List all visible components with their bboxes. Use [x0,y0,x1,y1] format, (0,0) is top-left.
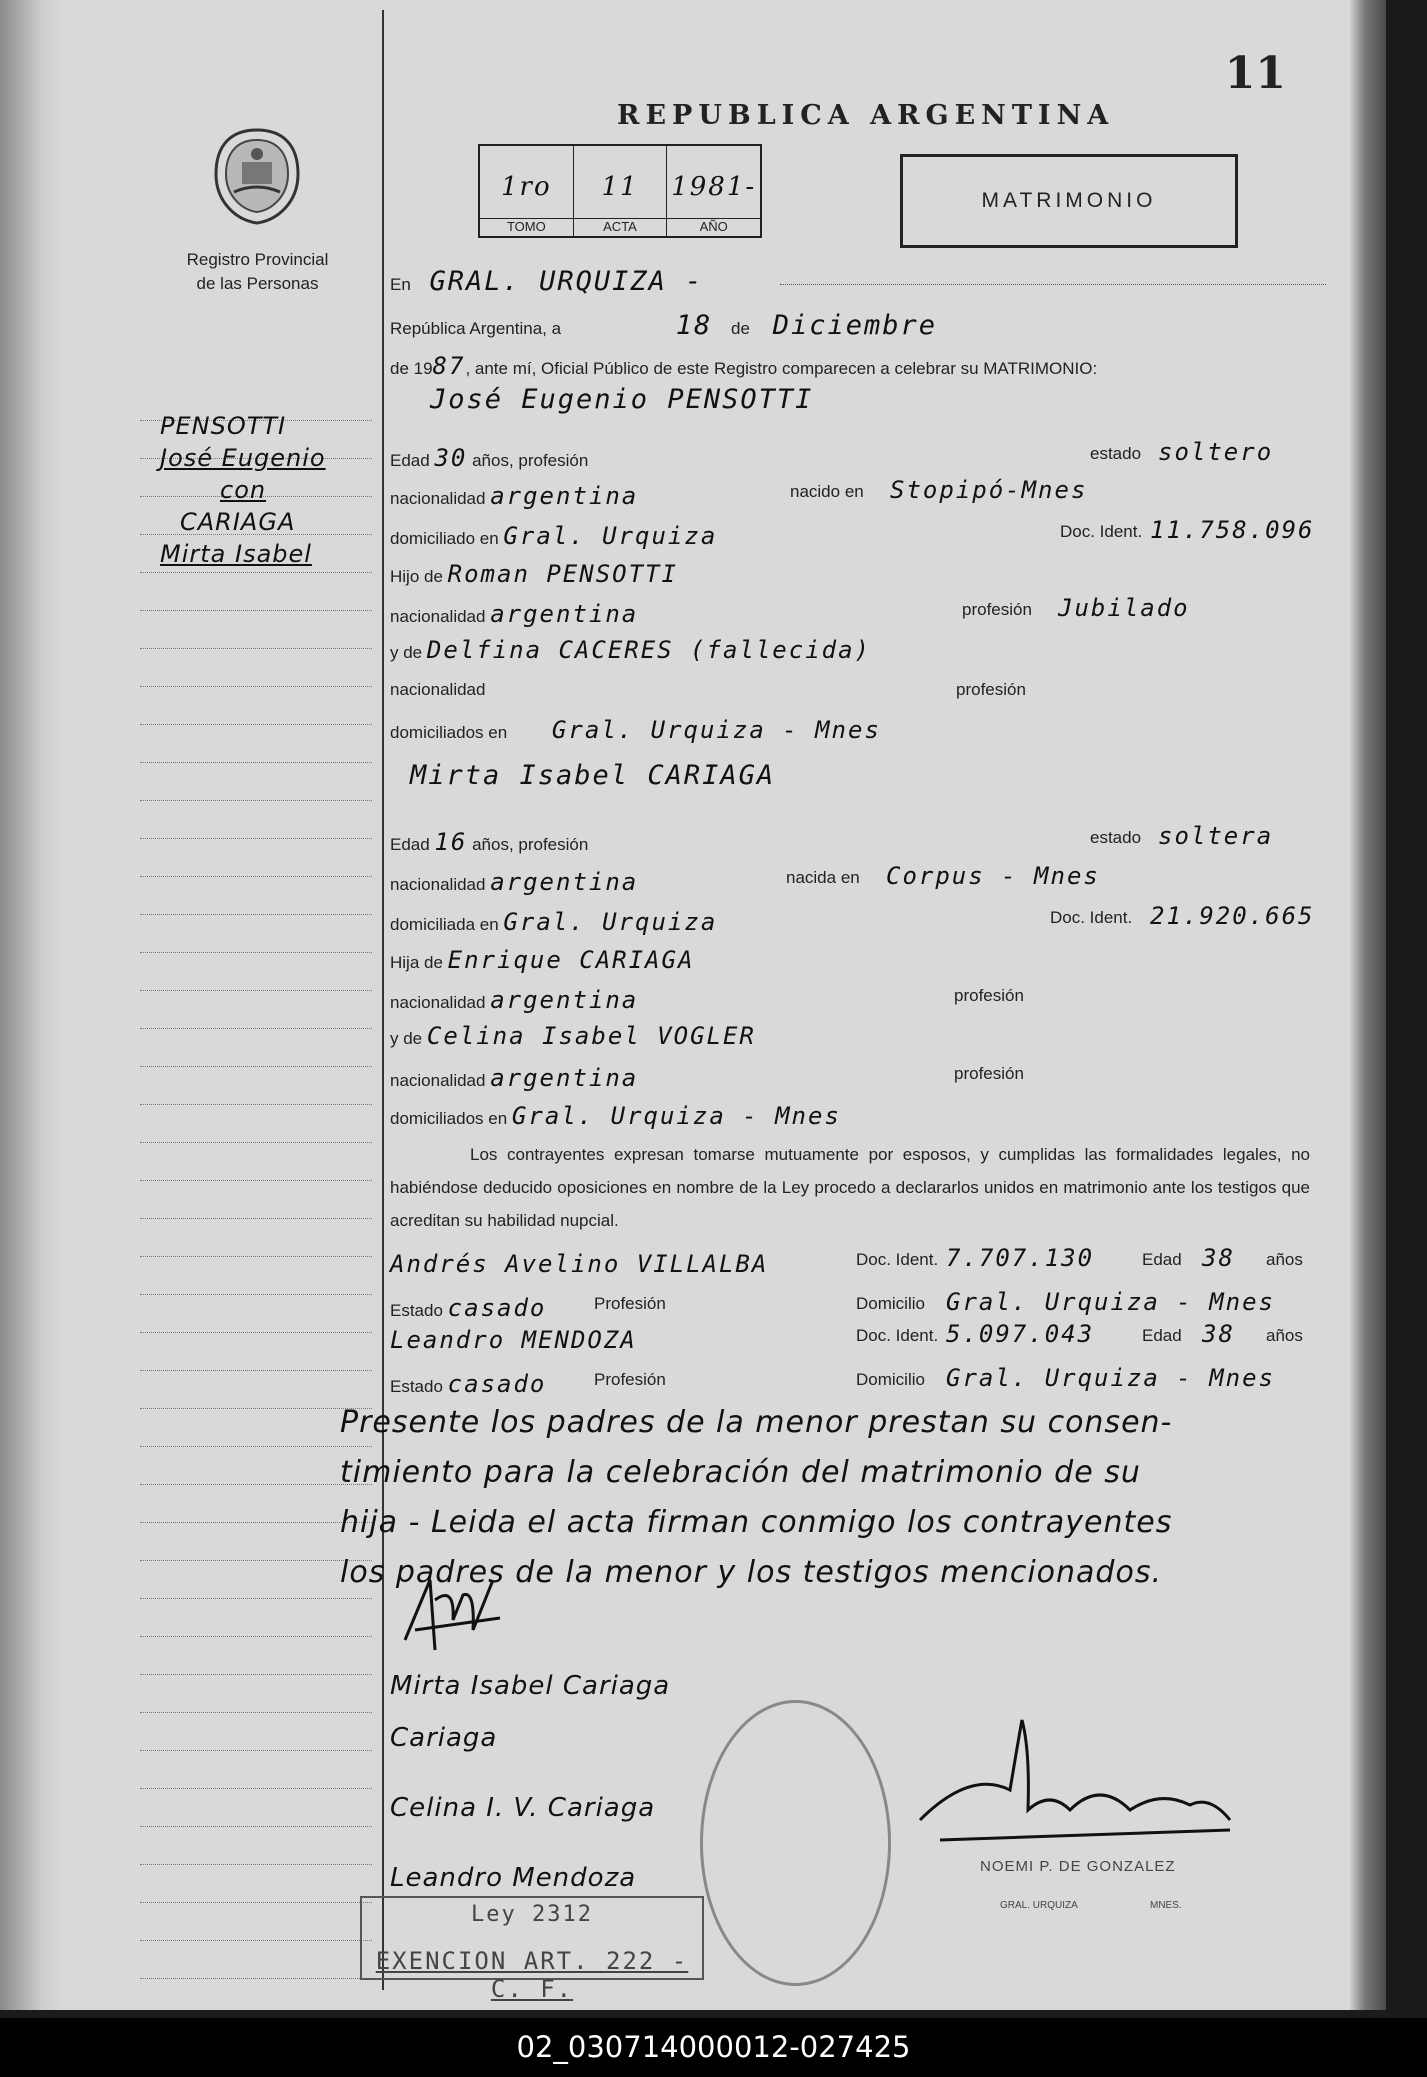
profesion-label: profesión [962,600,1032,619]
ruled-line [140,1826,372,1828]
ruled-line [140,1180,372,1182]
ruled-line [140,1332,372,1334]
ruled-line [140,800,372,802]
year-value: 87 [432,352,466,380]
margin-note-line: con [220,476,267,504]
yde-label: y de [390,1029,423,1048]
groom-parents-domicile: Gral. Urquiza - Mnes [551,716,881,744]
margin-note-line: José Eugenio [160,444,326,472]
page-title: REPUBLICA ARGENTINA [617,100,1115,131]
groom-father: Roman PENSOTTI [447,560,678,588]
witness2-details-line [390,1364,1326,1398]
nacionalidad-label: nacionalidad [390,489,486,508]
form-line-place [390,266,1326,297]
ruled-line [140,876,372,878]
ruled-line [140,1674,372,1676]
official-signature [910,1710,1240,1870]
ruled-line [140,1636,372,1638]
bride-parents-domicile: Gral. Urquiza - Mnes [511,1102,841,1130]
estado-label: estado [1090,828,1142,847]
bride-nationality: argentina [490,868,639,896]
profesion-label: profesión [954,1064,1024,1083]
hija-label: Hija de [390,953,443,972]
ruled-line [140,1370,372,1372]
en-label: En [390,275,411,294]
margin-note-line: CARIAGA [180,508,296,536]
groom-mother-nationality-line [390,680,1326,700]
bride-domicile: Gral. Urquiza [503,908,718,936]
profesion-label: profesión [954,986,1024,1005]
anos-label: años [1266,1250,1303,1269]
exemption-stamp [360,1896,704,2003]
bride-father-nationality-line [390,986,1326,1014]
hijo-label: Hijo de [390,567,443,586]
ruled-line [140,1712,372,1714]
witness2-domicile: Gral. Urquiza - Mnes [946,1364,1275,1392]
nacionalidad-label: nacionalidad [390,1071,486,1090]
column-divider [382,10,384,1990]
ruled-line [140,1902,372,1904]
signature-bride-father: Cariaga [390,1723,498,1753]
de-label: de [731,319,750,338]
bride-father-line [390,946,1326,974]
groom-age-line [390,438,1326,472]
estado-label: estado [1090,444,1142,463]
profesion-label: Profesión [594,1294,666,1313]
groom-father-nationality: argentina [490,600,639,628]
book-spine [0,0,62,2010]
witness2-estado: casado [447,1370,547,1398]
ano-label: AÑO [667,218,760,234]
place-value: GRAL. URQUIZA - [429,266,704,297]
anos-label: años [1266,1326,1303,1345]
ruled-line [140,1788,372,1790]
groom-domicile-line [390,516,1326,550]
registry-line-1: Registro Provincial [186,250,329,269]
ruled-line [140,610,372,612]
witness1-name: Andrés Avelino VILLALBA [390,1250,769,1278]
bride-domicile-line [390,902,1326,936]
groom-nationality: argentina [490,482,639,510]
year-prefix-label: de 19 [390,359,433,378]
groom-father-profession: Jubilado [1058,594,1190,622]
ruled-line [140,1218,372,1220]
groom-name-line [430,384,1326,415]
edad-label: Edad [1142,1250,1182,1269]
groom-birthplace: Stopipó-Mnes [890,476,1088,504]
estado-label: Estado [390,1377,443,1396]
groom-parents-domicile-line [390,716,1326,744]
bride-father-nationality: argentina [490,986,639,1014]
ruled-line [140,1940,372,1942]
official-place: GRAL. URQUIZA [1000,1900,1078,1911]
domicilio-label: Domicilio [856,1370,925,1389]
ruled-line [140,1142,372,1144]
witness1-doc: 7.707.130 [946,1244,1095,1272]
ruled-line [140,1408,372,1410]
edad-label: Edad [1142,1326,1182,1345]
witness1-domicile: Gral. Urquiza - Mnes [946,1288,1275,1316]
ruled-line [140,1598,372,1600]
nacionalidad-label: nacionalidad [390,607,486,626]
ruled-line [140,724,372,726]
ano-value: 1981- [671,172,757,202]
ruled-line [140,1446,372,1448]
witness1-details-line [390,1288,1326,1322]
groom-father-line [390,560,1326,588]
republic-label: República Argentina, a [390,319,562,338]
edad-label: Edad [390,835,430,854]
witness2-line [390,1320,1326,1354]
domiciliados-label: domiciliados en [390,1109,508,1128]
doc-label: Doc. Ident. [856,1326,939,1345]
margin-note-line: Mirta Isabel [160,540,312,568]
acta-value: 11 [601,172,639,202]
signature-bride: Mirta Isabel Cariaga [390,1671,671,1701]
official-province: MNES. [1150,1900,1182,1911]
ruled-line [140,1978,372,1980]
witness1-age: 38 [1202,1244,1235,1272]
note-line: Presente los padres de la menor prestan su consen- [340,1405,1173,1440]
bride-mother-nationality: argentina [490,1064,639,1092]
ruled-line [140,762,372,764]
note-line: timiento para la celebración del matrimonio de su [340,1455,1141,1490]
image-identifier: 02_030714000012-027425 [0,2018,1427,2077]
groom-domicile: Gral. Urquiza [503,522,718,550]
groom-mother-line [390,636,1326,664]
ruled-line [140,1560,372,1562]
estado-label: Estado [390,1301,443,1320]
ley-text: Ley 2312 [471,1902,593,1927]
ruled-line [140,686,372,688]
bride-mother-line [390,1022,1326,1050]
nacido-label: nacido en [790,482,864,501]
coat-of-arms-icon [212,126,302,226]
ruled-line [140,648,372,650]
ruled-line [140,1522,372,1524]
tomo-value: 1ro [501,172,552,202]
exencion-text: EXENCION ART. 222 - C. F. [375,1947,689,2003]
bride-nationality-line [390,862,1326,896]
signatures [390,1660,670,1904]
bride-age-line [390,822,1326,856]
nacionalidad-label: nacionalidad [390,875,486,894]
note-line: hija - Leida el acta firman conmigo los contrayentes [340,1505,1173,1540]
official-round-seal [700,1700,891,1986]
nacionalidad-label: nacionalidad [390,993,486,1012]
groom-age: 30 [434,444,468,472]
domiciliado-label: domiciliado en [390,529,499,548]
ruled-line [140,1104,372,1106]
bride-birthplace: Corpus - Mnes [886,862,1100,890]
witness2-doc: 5.097.043 [946,1320,1095,1348]
ruled-line [140,1028,372,1030]
ruled-line [140,1256,372,1258]
bride-age: 16 [434,828,468,856]
groom-doc: 11.758.096 [1150,516,1315,544]
page-number: 11 [1224,48,1286,99]
registry-line-2: de las Personas [196,274,319,293]
bride-mother: Celina Isabel VOGLER [426,1022,756,1050]
edad-label: Edad [390,451,430,470]
page-edge [1350,0,1386,2010]
groom-nationality-line [390,476,1326,510]
ante-text: , ante mí, Oficial Público de este Registro comparecen a celebrar su MATRIMONIO: [465,359,1098,378]
signature-bride-mother: Celina I. V. Cariaga [390,1793,656,1823]
groom-name: José Eugenio PENSOTTI [430,384,814,415]
signature-witness: Leandro Mendoza [390,1863,637,1893]
domiciliados-label: domiciliados en [390,723,508,742]
ruled-line [140,838,372,840]
signature-groom [395,1560,515,1660]
doc-label: Doc. Ident. [1050,908,1133,927]
bride-name: Mirta Isabel CARIAGA [410,760,776,791]
ruled-line [140,914,372,916]
groom-father-nationality-line [390,594,1326,628]
profesion-label: Profesión [594,1370,666,1389]
form-line-year [390,352,1326,380]
ruled-line [140,952,372,954]
tomo-label: TOMO [480,218,573,234]
nacionalidad-label: nacionalidad [390,680,486,699]
month-value: Diciembre [772,310,938,341]
ruled-line [140,1294,372,1296]
ruled-line [140,1864,372,1866]
domicilio-label: Domicilio [856,1294,925,1313]
witness2-age: 38 [1202,1320,1235,1348]
bride-father: Enrique CARIAGA [447,946,695,974]
witness1-estado: casado [447,1294,547,1322]
witness2-name: Leandro MENDOZA [390,1326,637,1354]
acta-label: ACTA [574,218,667,234]
doc-label: Doc. Ident. [856,1250,939,1269]
bride-mother-nationality-line [390,1064,1326,1092]
nacida-label: nacida en [786,868,860,887]
official-name: NOEMI P. DE GONZALEZ [980,1858,1176,1875]
day-value: 18 [675,310,713,341]
yde-label: y de [390,643,423,662]
ruled-line [140,572,372,574]
domiciliada-label: domiciliada en [390,915,499,934]
record-reference-box [478,144,762,238]
bride-doc: 21.920.665 [1150,902,1315,930]
groom-estado: soltero [1158,438,1274,466]
margin-note [160,410,326,570]
ruled-line [140,1750,372,1752]
record-type-box: MATRIMONIO [900,154,1238,248]
margin-note-line: PENSOTTI [160,412,287,440]
form-line-date [390,310,1326,341]
witness1-line [390,1244,1326,1278]
declaration-text: Los contrayentes expresan tomarse mutuamente por esposos, y cumplidas las formalidades legales, no habiéndose deducido oposiciones en nombre de la Ley procedo a declararlos unidos en matrimonio ante los testigos que acreditan su habilidad nupcial. [390,1145,1310,1230]
profesion-label: profesión [956,680,1026,699]
bride-estado: soltera [1158,822,1274,850]
groom-mother: Delfina CACERES (fallecida) [426,636,872,664]
bride-name-line [410,760,1326,791]
anos-profesion-label: años, profesión [472,451,589,470]
note-line: los padres de la menor y los testigos mencionados. [340,1555,1162,1590]
ruled-line [140,990,372,992]
doc-label: Doc. Ident. [1060,522,1143,541]
anos-profesion-label: años, profesión [472,835,589,854]
ruled-line [140,1066,372,1068]
bride-parents-domicile-line [390,1102,1326,1130]
ruled-line [140,1484,372,1486]
registry-name [155,248,360,296]
